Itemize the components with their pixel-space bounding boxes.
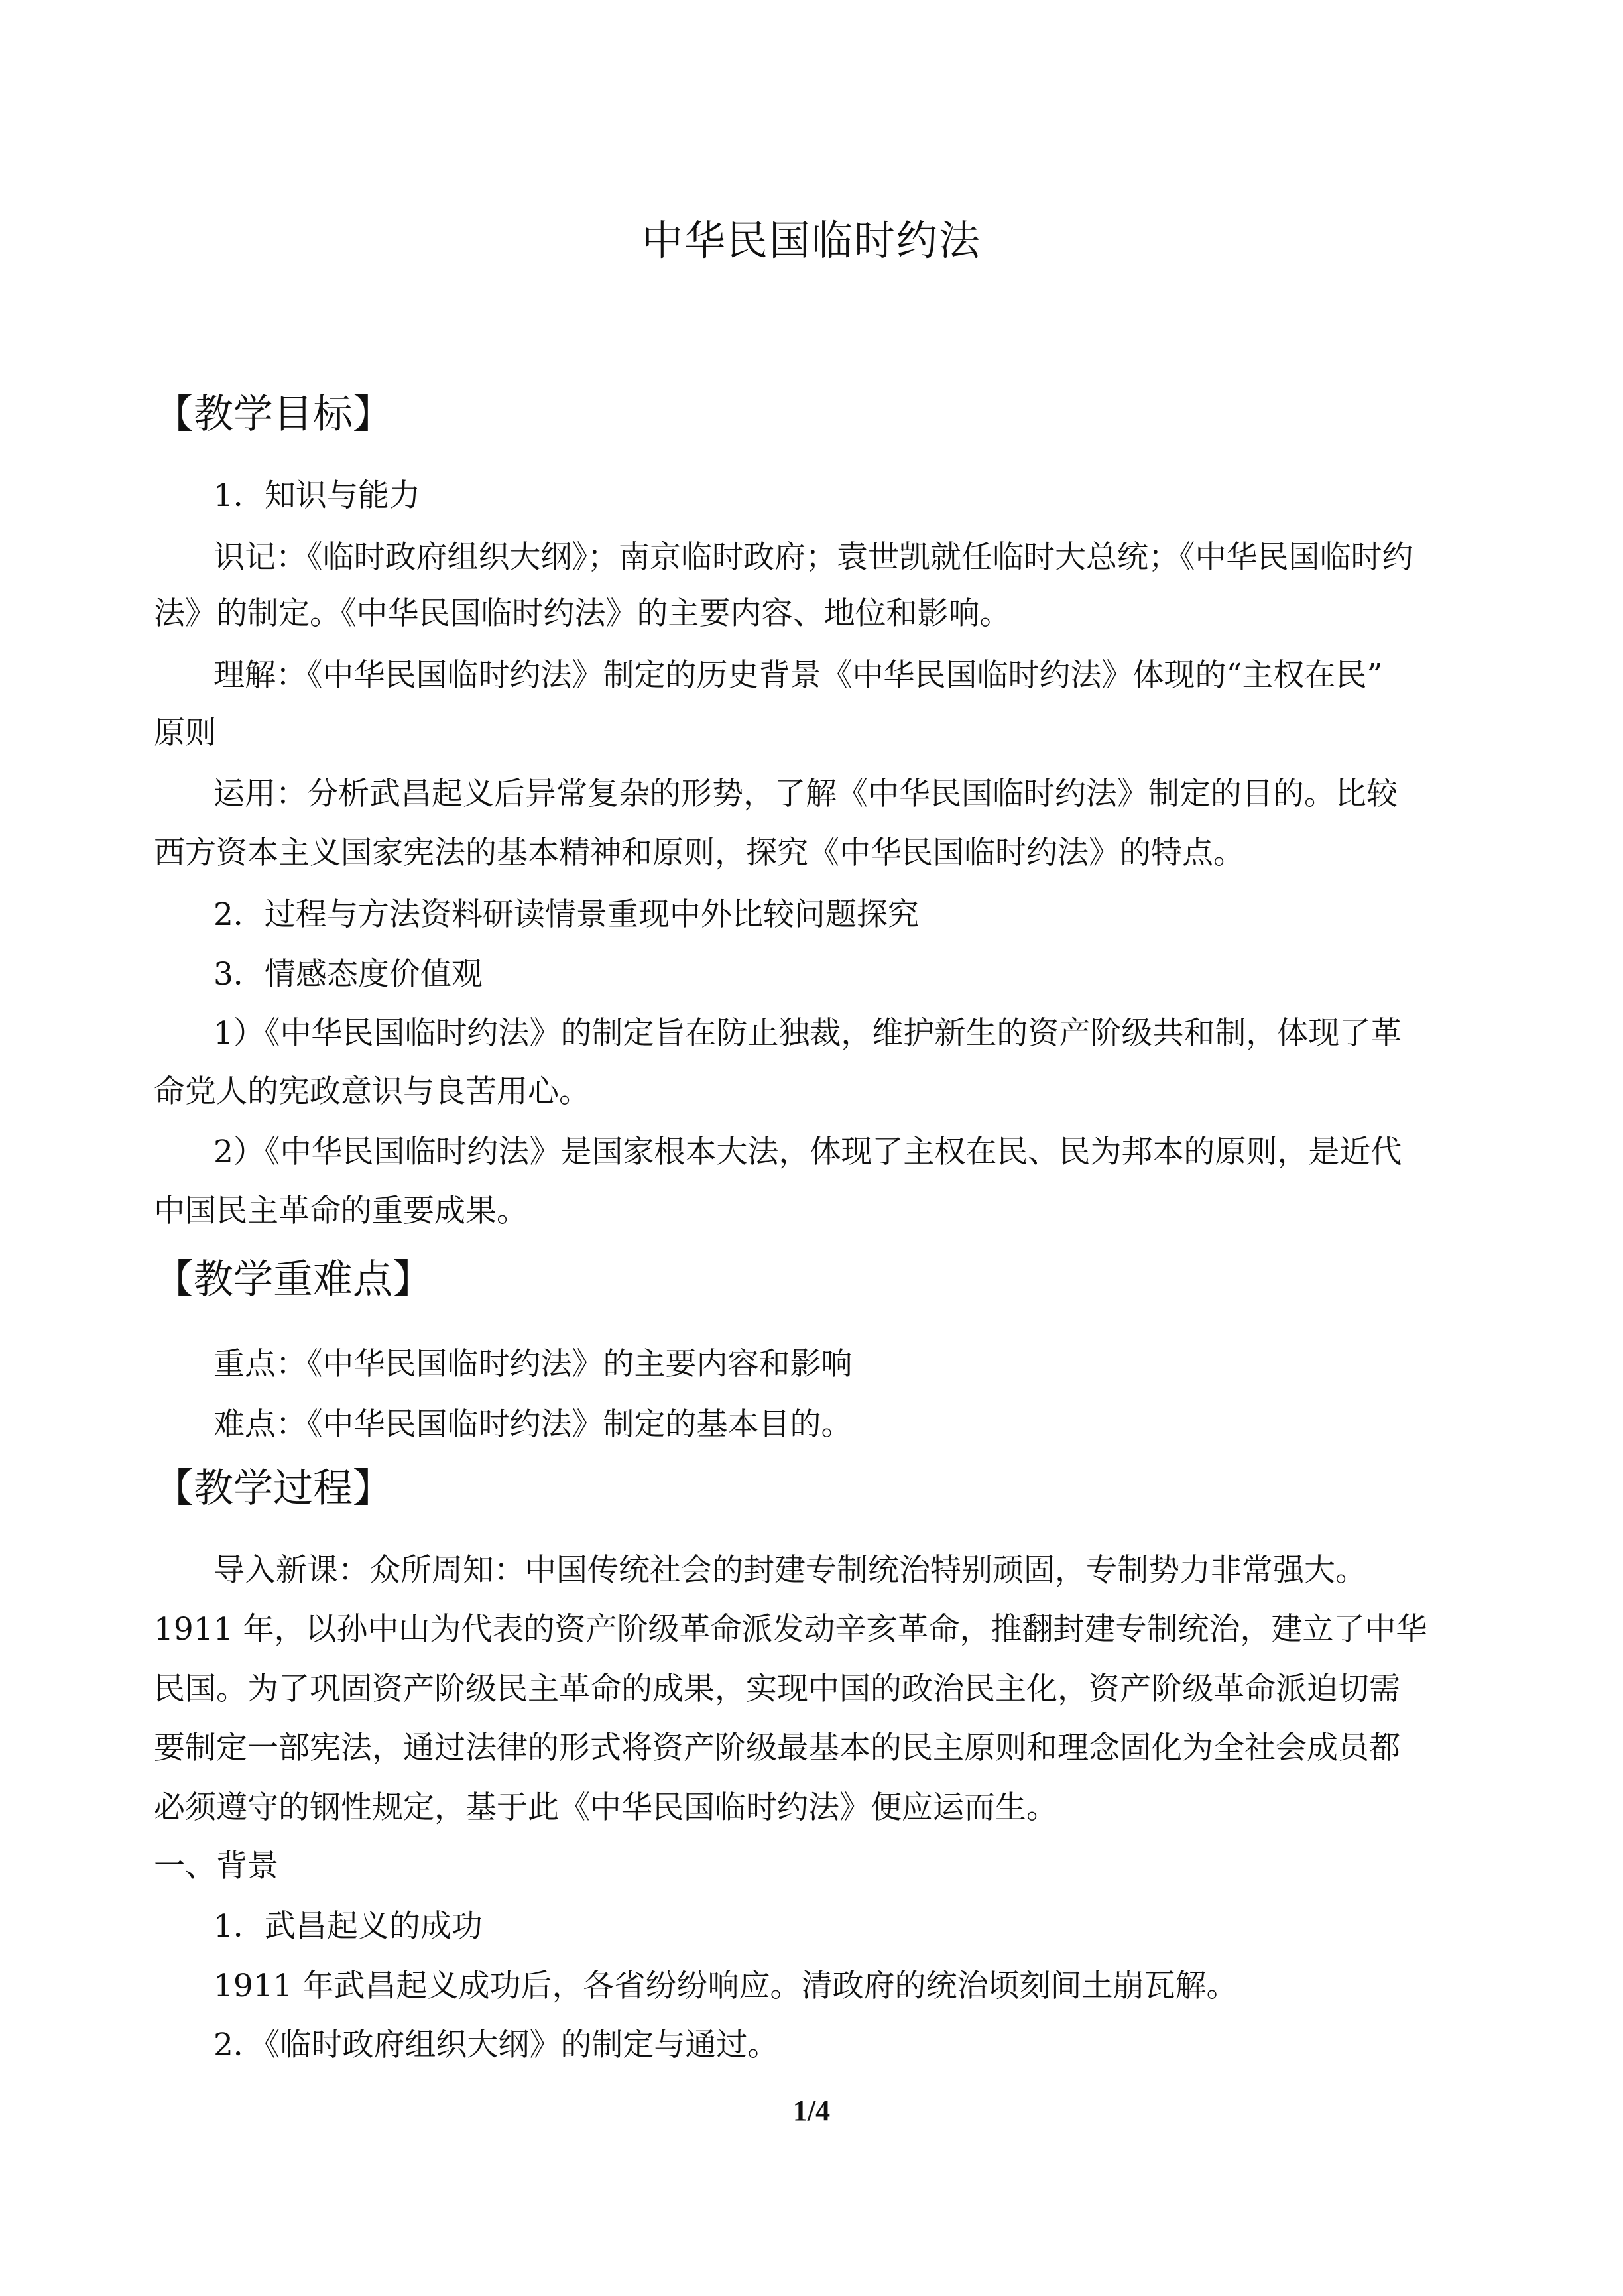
objective-value-1-line-2: 命党人的宪政意识与良苦用心。 (154, 1073, 590, 1110)
process-subsection-1-text: 1911 年武昌起义成功后，各省纷纷响应。清政府的统治顷刻间土崩瓦解。 (213, 1968, 1238, 2004)
key-point-difficulty: 难点：《中华民国临时约法》制定的基本目的。 (213, 1406, 853, 1443)
key-point-focus: 重点：《中华民国临时约法》的主要内容和影响 (213, 1346, 853, 1382)
objective-understand-line-2: 原则 (154, 715, 216, 751)
process-subsection-1-title: 1．武昌起义的成功 (213, 1908, 483, 1945)
objective-item-3-title: 3．情感态度价值观 (213, 956, 483, 993)
process-intro-line-5: 必须遵守的钢性规定，基于此《中华民国临时约法》便应运而生。 (154, 1789, 1057, 1826)
objective-value-1-line-1: 1）《中华民国临时约法》的制定旨在防止独裁，维护新生的资产阶级共和制，体现了革 (213, 1015, 1402, 1052)
objective-apply-line-2: 西方资本主义国家宪法的基本精神和原则，探究《中华民国临时约法》的特点。 (154, 835, 1244, 871)
objective-value-2-line-1: 2）《中华民国临时约法》是国家根本大法，体现了主权在民、民为邦本的原则，是近代 (213, 1134, 1402, 1170)
page-number: 1/4 (792, 2094, 831, 2127)
process-section-1-title: 一、背景 (154, 1848, 278, 1884)
objective-remember-line-1: 识记：《临时政府组织大纲》；南京临时政府；袁世凯就任临时大总统；《中华民国临时约 (213, 539, 1413, 575)
section-heading-key-points: 【教学重难点】 (154, 1256, 432, 1303)
objective-apply-line-1: 运用：分析武昌起义后异常复杂的形势，了解《中华民国临时约法》制定的目的。比较 (213, 776, 1398, 812)
objective-item-1-title: 1．知识与能力 (213, 477, 420, 514)
objective-item-2: 2．过程与方法资料研读情景重现中外比较问题探究 (213, 896, 919, 933)
objective-value-2-line-2: 中国民主革命的重要成果。 (154, 1193, 528, 1229)
process-intro-line-3: 民国。为了巩固资产阶级民主革命的成果，实现中国的政治民主化，资产阶级革命派迫切需 (154, 1671, 1400, 1707)
process-intro-line-1: 导入新课：众所周知：中国传统社会的封建专制统治特别顽固，专制势力非常强大。 (213, 1552, 1366, 1589)
process-intro-line-4: 要制定一部宪法，通过法律的形式将资产阶级最基本的民主原则和理念固化为全社会成员都 (154, 1730, 1400, 1766)
section-heading-process: 【教学过程】 (154, 1465, 392, 1512)
process-intro-line-2: 1911 年，以孙中山为代表的资产阶级革命派发动辛亥革命，推翻封建专制统治，建立了中华 (154, 1611, 1427, 1648)
objective-remember-line-2: 法》的制定。《中华民国临时约法》的主要内容、地位和影响。 (154, 595, 1011, 632)
page-title: 中华民国临时约法 (641, 216, 981, 265)
section-heading-objectives: 【教学目标】 (154, 391, 392, 438)
objective-understand-line-1: 理解：《中华民国临时约法》制定的历史背景《中华民国临时约法》体现的“主权在民” (213, 657, 1383, 694)
process-subsection-2-title: 2．《临时政府组织大纲》的制定与通过。 (213, 2027, 779, 2063)
